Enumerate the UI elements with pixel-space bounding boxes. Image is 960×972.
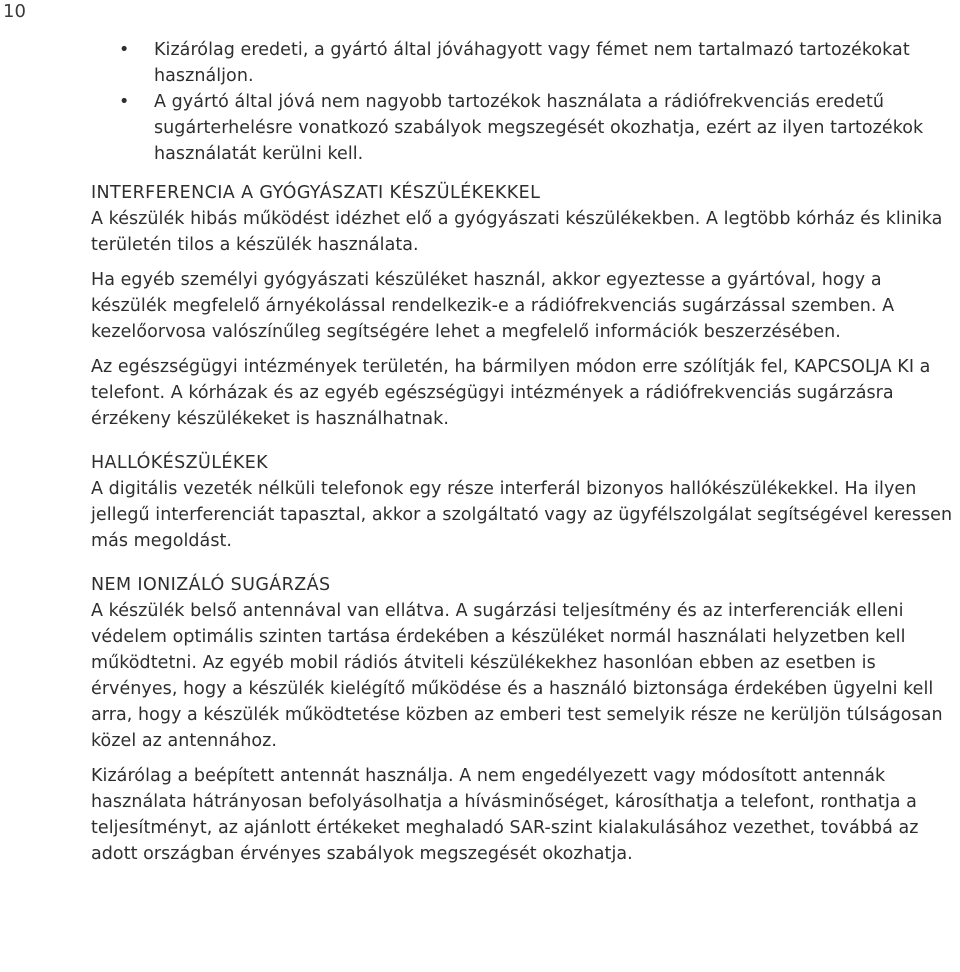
section-non-ionizing-radiation (91, 572, 953, 867)
paragraph: A készülék hibás működést idézhet elő a gyógyászati készülékekben. A legtöbb kórház és klinika területén tilos a készülék használata. (91, 209, 943, 255)
bullet-text: Kizárólag eredeti, a gyártó által jóváhagyott vagy fémet nem tartalmazó tartozékokat használjon. (154, 40, 910, 86)
section-interference (91, 180, 953, 432)
page-number: 10 (3, 1, 26, 22)
paragraph: A digitális vezeték nélküli telefonok egy része interferál bizonyos hallókészülékekkel. Ha ilyen jellegű interferenciát tapasztal, akkor a szolgáltató vagy az ügyfélszolgálat segítségével keressen más megoldást. (91, 479, 953, 551)
bullet-list (91, 37, 953, 167)
bullet-item (91, 89, 953, 167)
bullet-icon: • (119, 92, 130, 112)
paragraph: Ha egyéb személyi gyógyászati készüléket használ, akkor egyeztesse a gyártóval, hogy a készülék megfelelő árnyékolással rendelkezik-e a rádiófrekvenciás sugárzással szemben. A kezelőorvosa valószínűleg segítségére lehet a megfelelő információk beszerzésében. (91, 270, 895, 342)
paragraph: A készülék belső antennával van ellátva. A sugárzási teljesítmény és az interferenciák elleni védelem optimális szinten tartása érdekében a készüléket normál használati helyzetben kell működtetni. Az egyéb mobil rádiós átviteli készülékekhez hasonlóan ebben az esetben is érvényes, hogy a készülék kielégítő működése és a használó biztonsága érdekében ügyelni kell arra, hogy a készülék működtetése közben az emberi test semelyik része ne kerüljön túlságosan közel az antennához. (91, 601, 943, 751)
section-hearing-aids (91, 450, 953, 554)
section-heading: NEM IONIZÁLÓ SUGÁRZÁS (91, 575, 331, 595)
paragraph: Kizárólag a beépített antennát használja. A nem engedélyezett vagy módosított antennák használata hátrányosan befolyásolhatja a hívásminőséget, károsíthatja a telefont, ronthatja a teljesítményt, az ajánlott értékeket meghaladó SAR-szint kialakulásához vezethet, továbbá az adott országban érvényes szabályok megszegését okozhatja. (91, 766, 919, 864)
paragraph: Az egészségügyi intézmények területén, ha bármilyen módon erre szólítják fel, KAPCSOLJA KI a telefont. A kórházak és az egyéb egészségügyi intézmények a rádiófrekvenciás sugárzásra érzékeny készülékeket is használhatnak. (91, 357, 931, 429)
bullet-text: A gyártó által jóvá nem nagyobb tartozékok használata a rádiófrekvenciás eredetű sugárterhelésre vonatkozó szabályok megszegését okozhatja, ezért az ilyen tartozékok használatát kerülni kell. (154, 92, 924, 164)
bullet-icon: • (119, 40, 130, 60)
bullet-item (91, 37, 953, 89)
section-heading: INTERFERENCIA A GYÓGYÁSZATI KÉSZÜLÉKEKKEL (91, 183, 541, 203)
document-body (91, 37, 953, 867)
section-heading: HALLÓKÉSZÜLÉKEK (91, 453, 269, 473)
